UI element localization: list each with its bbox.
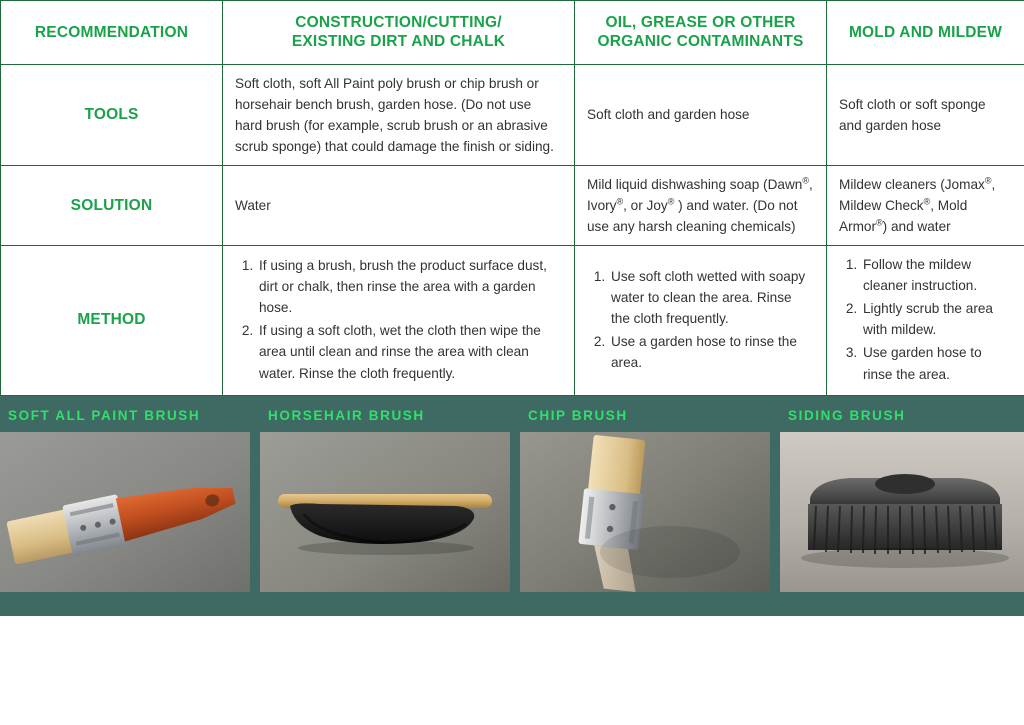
list-item: 1. Follow the mildew cleaner instruction. bbox=[861, 254, 1012, 296]
list-item: 2. If using a soft cloth, wet the cloth then wipe the area until clean and rinse the area with clean water. Rinse the cloth frequently. bbox=[257, 320, 562, 383]
registered-mark-joy: ® bbox=[667, 196, 675, 207]
registered-mark-jomax: ® bbox=[984, 175, 992, 186]
photo-chip-brush bbox=[520, 432, 770, 592]
solution-mold-text-2: , Mildew Check bbox=[839, 177, 996, 214]
column-header-recommendation bbox=[1, 1, 223, 65]
list-item: 3. Use garden hose to rinse the area. bbox=[861, 342, 1012, 384]
registered-mark-ivory: ® bbox=[616, 196, 624, 207]
column-header-mold-mildew-label: MOLD AND MILDEW bbox=[848, 23, 1003, 41]
method-oil-grease-steps bbox=[587, 266, 814, 373]
gallery-caption-siding-brush: SIDING BRUSH bbox=[788, 407, 906, 423]
cell-tools-construction: Soft cloth, soft All Paint poly brush or chip brush or horsehair bench brush, garden hose. (Do not use hard brush (for example, scrub brush or an abrasive scrub sponge) that could damage the finish or siding. bbox=[223, 64, 575, 165]
siding-brush-image bbox=[780, 432, 1024, 592]
registered-mark-mildew-check: ® bbox=[923, 196, 931, 207]
solution-oil-text-1: Mild liquid dishwashing soap (Dawn bbox=[587, 177, 803, 192]
column-header-oil-grease-line1: OIL, GREASE OR OTHER bbox=[605, 14, 796, 31]
gallery-item-soft-all-paint-brush bbox=[0, 396, 250, 616]
cell-tools-oil-grease: Soft cloth and garden hose bbox=[575, 64, 827, 165]
gallery-caption-horsehair-brush: HORSEHAIR BRUSH bbox=[268, 407, 425, 423]
cell-solution-mold-mildew bbox=[827, 166, 1024, 246]
soft-all-paint-brush-image bbox=[0, 432, 250, 592]
cell-method-mold-mildew bbox=[827, 246, 1024, 395]
photo-soft-all-paint-brush bbox=[0, 432, 250, 592]
column-header-oil-grease bbox=[575, 1, 827, 65]
table-row-method bbox=[1, 246, 1024, 395]
cell-method-oil-grease bbox=[575, 246, 827, 395]
cell-method-construction bbox=[223, 246, 575, 395]
cell-solution-construction: Water bbox=[223, 166, 575, 246]
column-header-construction-line2: EXISTING DIRT AND CHALK bbox=[291, 33, 506, 51]
column-header-recommendation-label: RECOMMENDATION bbox=[34, 23, 189, 41]
cell-solution-oil-grease bbox=[575, 166, 827, 246]
column-header-construction bbox=[223, 1, 575, 65]
list-item: 2. Lightly scrub the area with mildew. bbox=[861, 298, 1012, 340]
table-row-tools bbox=[1, 64, 1024, 165]
gallery-caption-soft-all-paint-brush: SOFT ALL PAINT BRUSH bbox=[8, 407, 201, 423]
list-item: 1. Use soft cloth wetted with soapy water to clean the area. Rinse the cloth frequently. bbox=[609, 266, 814, 329]
solution-mold-text-3: , Mold Armor bbox=[839, 198, 968, 235]
solution-oil-text-3: , or Joy bbox=[623, 198, 668, 214]
cell-tools-mold-mildew: Soft cloth or soft sponge and garden hose bbox=[827, 64, 1024, 165]
column-header-mold-mildew bbox=[827, 1, 1024, 65]
registered-mark-dawn: ® bbox=[802, 175, 809, 186]
table-header-row bbox=[1, 1, 1024, 65]
method-mold-mildew-steps bbox=[839, 254, 1012, 384]
gallery-item-horsehair-brush bbox=[260, 396, 510, 616]
column-header-construction-line1: CONSTRUCTION/CUTTING/ bbox=[295, 14, 502, 31]
solution-mold-text-1: Mildew cleaners (Jomax bbox=[839, 177, 985, 192]
column-header-oil-grease-line2: ORGANIC CONTAMINANTS bbox=[597, 33, 804, 51]
method-construction-steps bbox=[235, 255, 562, 383]
table-body bbox=[1, 64, 1024, 395]
solution-mold-text-4: ) and water bbox=[882, 219, 951, 235]
table-header bbox=[1, 1, 1024, 65]
table-row-solution bbox=[1, 166, 1024, 246]
brush-gallery bbox=[0, 396, 1024, 616]
list-item: 1. If using a brush, brush the product surface dust, dirt or chalk, then rinse the area with a garden hose. bbox=[257, 255, 562, 318]
photo-horsehair-brush bbox=[260, 432, 510, 592]
horsehair-brush-image bbox=[260, 432, 510, 592]
gallery-item-chip-brush bbox=[520, 396, 770, 616]
solution-oil-text-4: ) and water. (Do not use any harsh cleaning chemicals) bbox=[587, 198, 798, 235]
registered-mark-mold-armor: ® bbox=[876, 217, 883, 228]
photo-siding-brush bbox=[780, 432, 1024, 592]
chip-brush-image bbox=[520, 432, 770, 592]
row-label-solution: SOLUTION bbox=[1, 166, 223, 246]
gallery-item-siding-brush bbox=[780, 396, 1024, 616]
row-label-tools: TOOLS bbox=[1, 64, 223, 165]
row-label-method: METHOD bbox=[1, 246, 223, 395]
gallery-caption-chip-brush: CHIP BRUSH bbox=[528, 407, 628, 423]
list-item: 2. Use a garden hose to rinse the area. bbox=[609, 331, 814, 373]
solution-oil-text-2: , Ivory bbox=[587, 177, 813, 214]
